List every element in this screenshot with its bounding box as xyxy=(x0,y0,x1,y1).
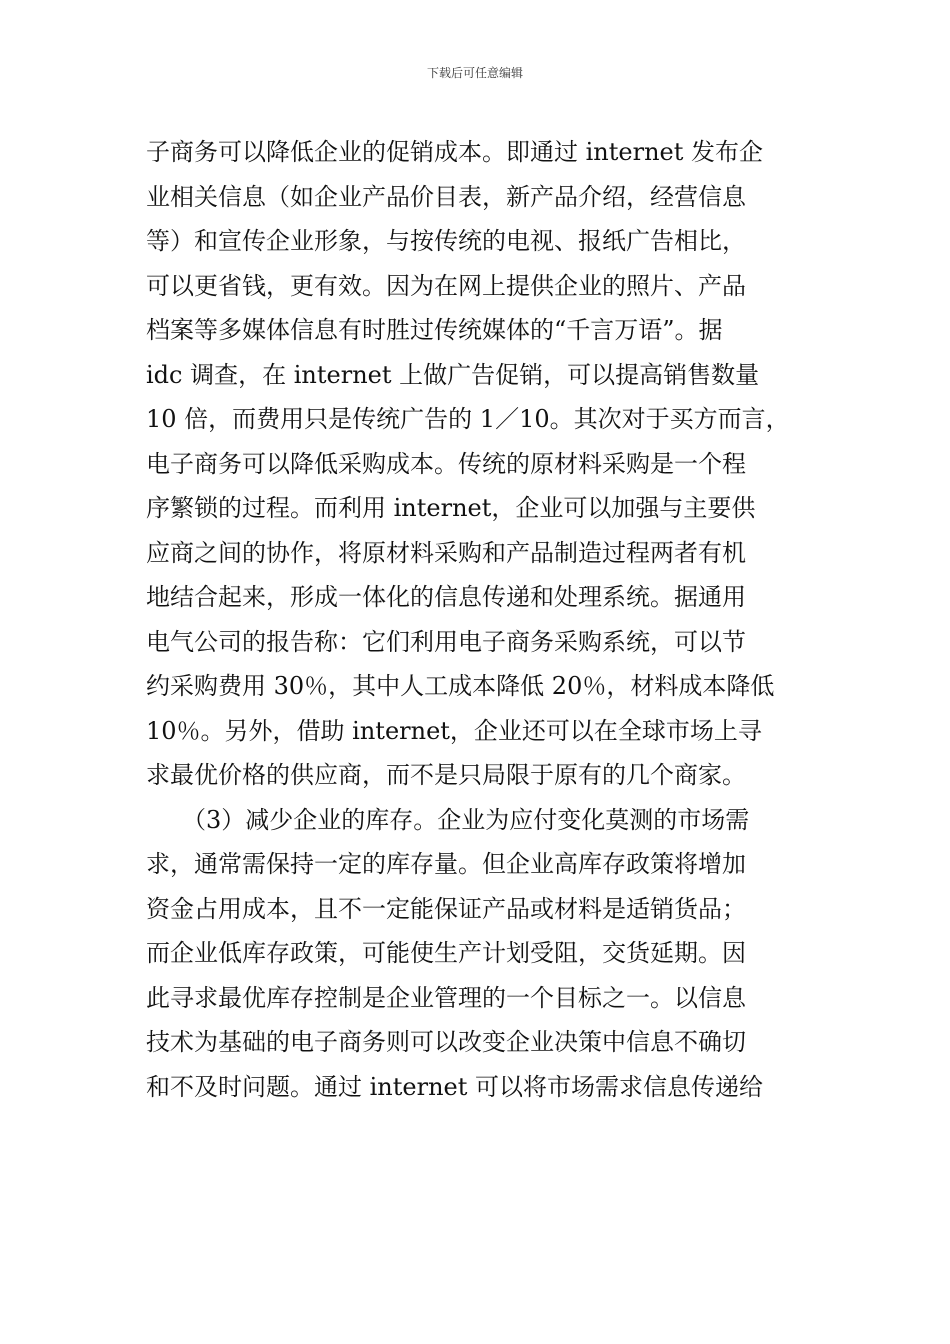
text-line: 技术为基础的电子商务则可以改变企业决策中信息不确切 xyxy=(146,1028,746,1056)
text-line: 10％。另外，借助 internet，企业还可以在全球市场上寻 xyxy=(146,716,762,745)
text-line: 序繁锁的过程。而利用 internet，企业可以加强与主要供 xyxy=(146,494,756,522)
text-line: 档案等多媒体信息有时胜过传统媒体的“千言万语”。据 xyxy=(146,316,723,344)
text-line: 求最优价格的供应商，而不是只局限于原有的几个商家。 xyxy=(146,761,746,789)
text-line: 地结合起来，形成一体化的信息传递和处理系统。据通用 xyxy=(146,583,746,611)
text-line: 此寻求最优库存控制是企业管理的一个目标之一。以信息 xyxy=(146,983,746,1012)
text-line: idc 调查，在 internet 上做广告促销，可以提高销售数量 xyxy=(146,360,760,389)
text-line: 资金占用成本，且不一定能保证产品或材料是适销货品； xyxy=(146,894,746,923)
text-line: 电气公司的报告称：它们利用电子商务采购系统，可以节 xyxy=(146,627,746,656)
text-line: 10 倍，而费用只是传统广告的 1／10。其次对于买方而言， xyxy=(146,405,790,433)
text-line: 子商务可以降低企业的促销成本。即通过 internet 发布企 xyxy=(146,138,764,166)
text-line: 电子商务可以降低采购成本。传统的原材料采购是一个程 xyxy=(146,449,746,478)
text-line: 等）和宣传企业形象，与按传统的电视、报纸广告相比， xyxy=(146,227,746,255)
document-body xyxy=(146,130,806,1109)
page-header: 下载后可任意编辑 xyxy=(426,66,523,80)
text-line: 约采购费用 30％，其中人工成本降低 20％，材料成本降低 xyxy=(146,672,775,700)
text-line: （3）减少企业的库存。企业为应付变化莫测的市场需 xyxy=(146,805,750,834)
text-line: 和不及时问题。通过 internet 可以将市场需求信息传递给 xyxy=(146,1072,764,1101)
text-line: 可以更省钱，更有效。因为在网上提供企业的照片、产品 xyxy=(146,271,746,300)
text-line: 业相关信息（如企业产品价目表，新产品介绍，经营信息 xyxy=(146,182,746,211)
text-line: 而企业低库存政策，可能使生产计划受阻，交货延期。因 xyxy=(146,939,746,967)
text-line: 求，通常需保持一定的库存量。但企业高库存政策将增加 xyxy=(146,850,746,878)
text-line: 应商之间的协作，将原材料采购和产品制造过程两者有机 xyxy=(146,538,746,567)
